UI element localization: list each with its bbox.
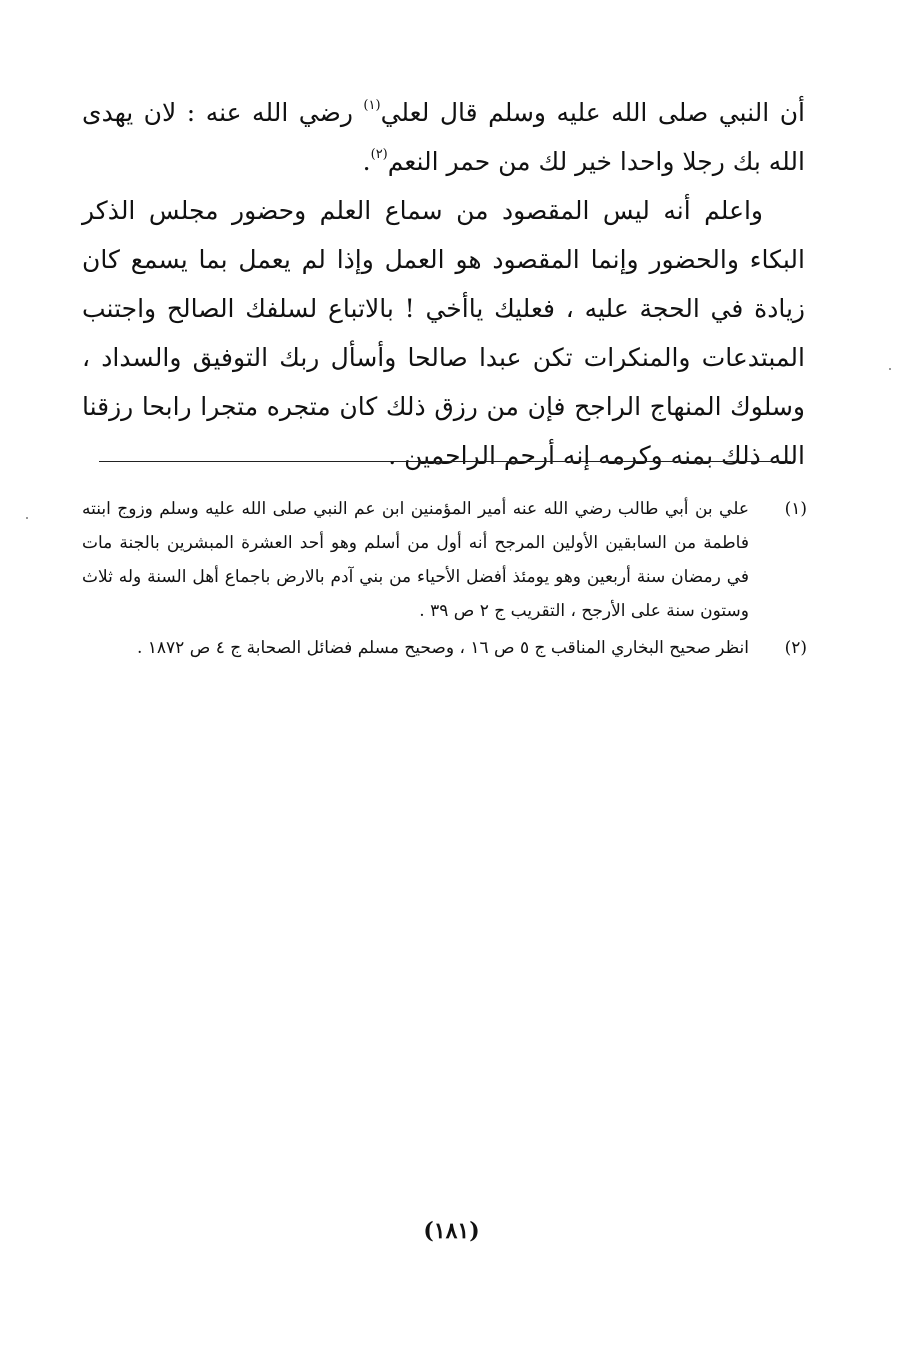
page-number: (١٨١) [423,1218,480,1244]
footnote-2 [82,631,807,665]
footnote-number: (١) [784,499,807,519]
paragraph-1-part-1: أن النبي صلى الله عليه وسلم قال لعلي [380,98,805,127]
footnote-text: انظر صحيح البخاري المناقب ج ٥ ص ١٦ ، وصحيح مسلم فضائل الصحابة ج ٤ ص ١٨٧٢ . [136,638,749,658]
paragraph-1-part-2: رضي الله عنه : لان يهدى الله بك رجلا واحدا خير لك من حمر النعم [82,98,805,176]
footnote-number: (٢) [784,638,807,658]
footnote-ref-2: (٢) [370,147,388,162]
paragraph-2: واعلم أنه ليس المقصود من سماع العلم وحضور مجلس الذكر البكاء والحضور وإنما المقصود هو العمل وإذا لم يعمل بما يسمع كان زيادة في الحجة عليه ، فعليك ياأخي ! بالاتباع لسلفك الصالح واجتنب المبتدعات والمنكرات تكن عبدا صالحا وأسأل ربك التوفيق والسداد ، وسلوك المنهاج الراجح فإن من رزق ذلك كان متجره متجرا رابحا رزقنا الله ذلك بمنه وكرمه إنه أرحم الراحمين . [82,196,806,470]
footnote-divider [99,461,791,462]
scan-speck [26,517,28,519]
scan-speck [889,368,891,370]
paragraph-1-end: . [362,147,371,176]
main-text [82,88,805,480]
footnote-1 [82,492,807,628]
footnote-text: علي بن أبي طالب رضي الله عنه أمير المؤمنين ابن عم النبي صلى الله عليه وسلم وزوج ابنته فاطمة من السابقين الأولين المرجح أنه أول من أسلم وهو أحد العشرة المبشرين بالجنة مات في رمضان سنة أربعين وهو يومئذ أفضل الأحياء من بني آدم بالارض باجماع أهل السنة وله ثلاث وستون سنة على الأرجح ، التقريب ج ٢ ص ٣٩ . [82,499,749,621]
footnote-ref-1: (١) [363,98,381,113]
footnotes [82,492,807,668]
paragraph-1 [82,88,805,186]
